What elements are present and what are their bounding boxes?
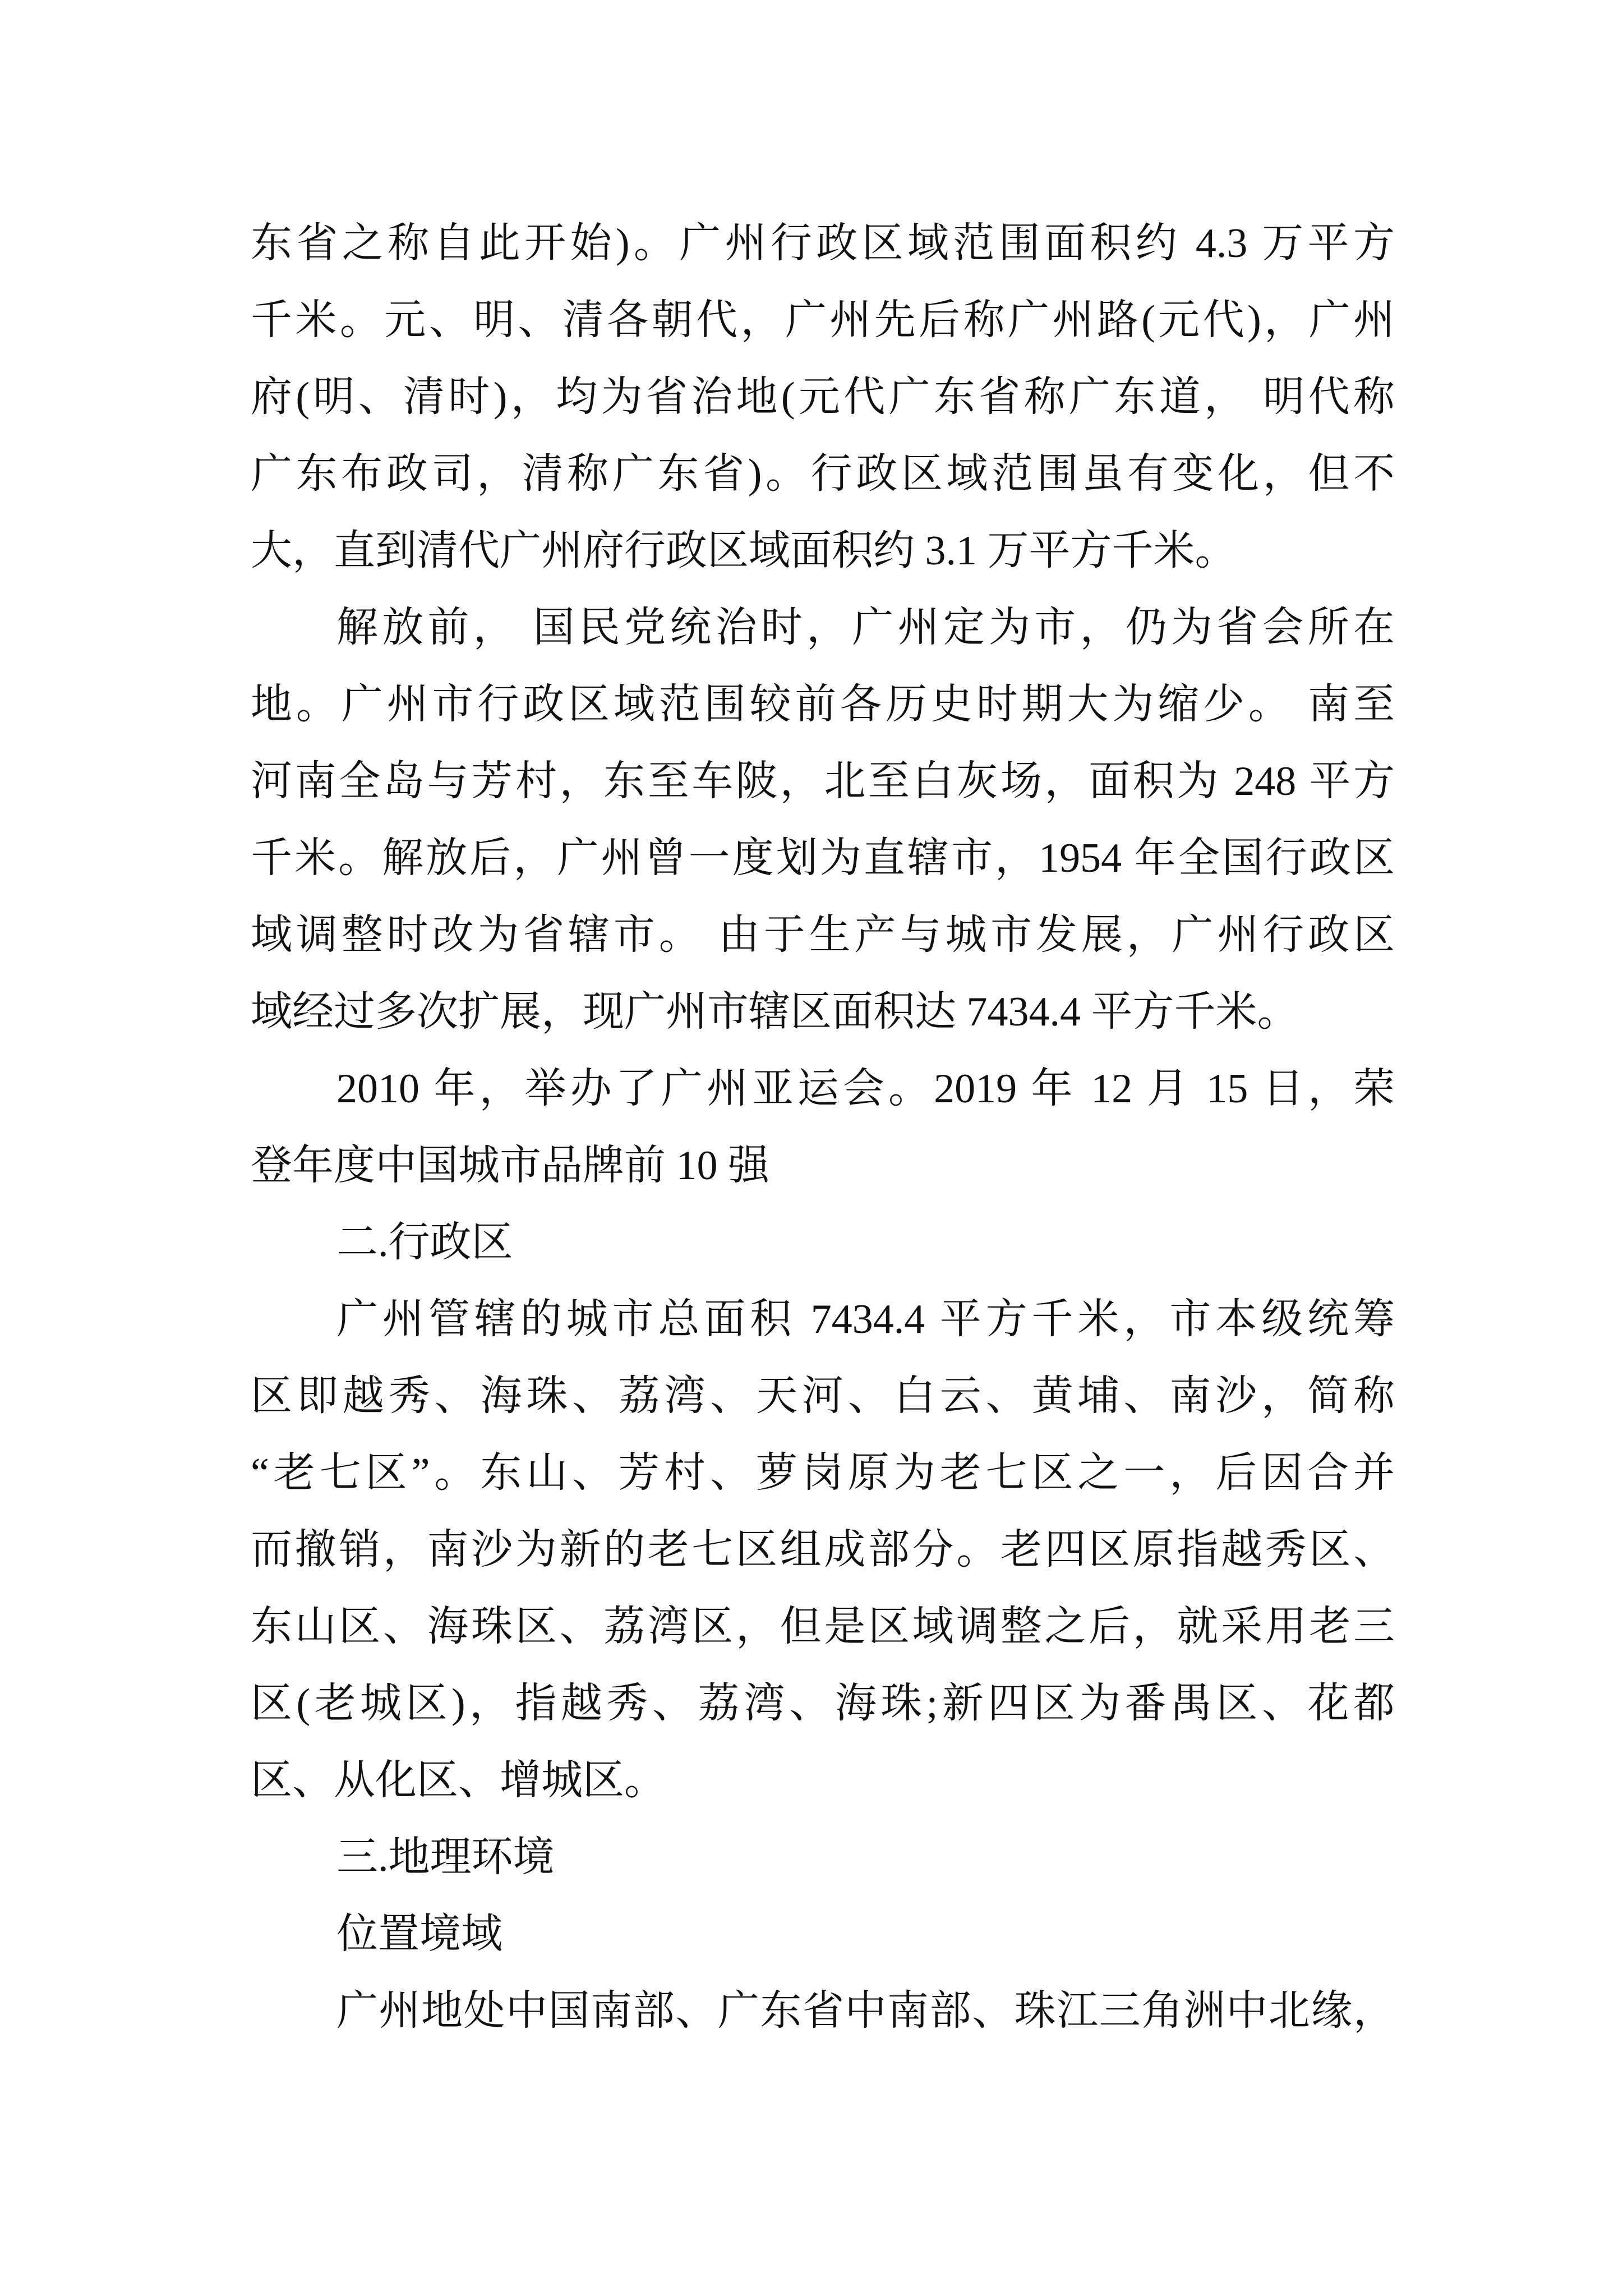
- text-line: 广州地处中国南部、广东省中南部、珠江三角洲中北缘，: [336, 1988, 1395, 2034]
- paragraph-asian-games: [251, 1051, 1395, 1204]
- body-text: [251, 205, 1395, 2050]
- paragraph-before-liberation: [251, 590, 1395, 1051]
- text-line: 东山区、海珠区、荔湾区，但是区域调整之后，就采用老三: [251, 1604, 1395, 1650]
- text-line: 广州管辖的城市总面积 7434.4 平方千米，市本级统筹: [336, 1296, 1395, 1342]
- text-line: 域调整时改为省辖市。 由于生产与城市发展，广州行政区: [251, 912, 1395, 958]
- section-heading: 三.地理环境: [336, 1834, 555, 1880]
- text-line: 登年度中国城市品牌前 10 强: [251, 1143, 769, 1189]
- text-line: 区即越秀、海珠、荔湾、天河、白云、黄埔、南沙，简称: [251, 1373, 1395, 1419]
- text-line: 地。广州市行政区域范围较前各历史时期大为缩少。 南至: [251, 682, 1395, 728]
- paragraph-location: [251, 1973, 1395, 2050]
- text-line: 府(明、清时)，均为省治地(元代广东省称广东道， 明代称: [251, 374, 1395, 420]
- section-heading: 二.行政区: [336, 1220, 513, 1266]
- paragraph-history-continued: [251, 205, 1395, 590]
- text-line: 2010 年，举办了广州亚运会。2019 年 12 月 15 日，荣: [336, 1066, 1395, 1112]
- text-line: 河南全岛与芳村，东至车陂，北至白灰场，面积为 248 平方: [251, 758, 1395, 804]
- text-line: 千米。元、明、清各朝代，广州先后称广州路(元代)，广州: [251, 297, 1395, 343]
- text-line: 大，直到清代广州府行政区域面积约 3.1 万平方千米。: [251, 528, 1237, 574]
- text-line: 而撤销，南沙为新的老七区组成部分。老四区原指越秀区、: [251, 1527, 1395, 1573]
- subheading-location: [251, 1896, 1395, 1973]
- subsection-heading: 位置境域: [336, 1911, 502, 1957]
- text-line: 区、从化区、增城区。: [251, 1757, 666, 1803]
- text-line: 千米。解放后，广州曾一度划为直辖市，1954 年全国行政区: [251, 835, 1395, 881]
- text-line: 解放前， 国民党统治时，广州定为市，仍为省会所在: [336, 605, 1395, 651]
- section-heading-administrative-districts: [251, 1204, 1395, 1281]
- text-line: 区(老城区)，指越秀、荔湾、海珠;新四区为番禺区、花都: [251, 1681, 1395, 1727]
- text-line: 域经过多次扩展，现广州市辖区面积达 7434.4 平方千米。: [251, 989, 1299, 1035]
- paragraph-districts: [251, 1281, 1395, 1819]
- text-line: 东省之称自此开始)。广州行政区域范围面积约 4.3 万平方: [251, 220, 1395, 266]
- text-line: 广东布政司，清称广东省)。行政区域范围虽有变化，但不: [251, 451, 1395, 497]
- section-heading-geography: [251, 1819, 1395, 1896]
- text-line: “老七区”。东山、芳村、萝岗原为老七区之一，后因合并: [251, 1450, 1395, 1496]
